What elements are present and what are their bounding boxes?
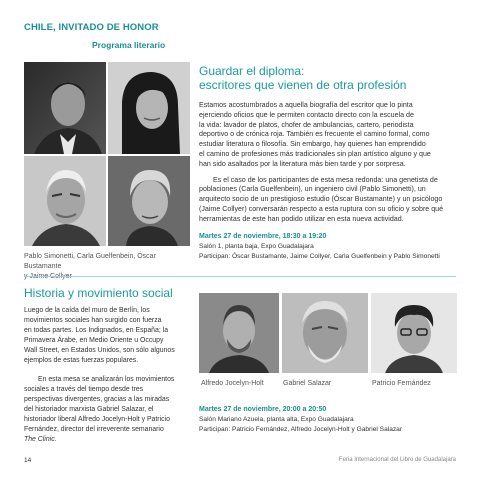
photo-caption-fernandez: Patricio Fernández <box>372 380 431 387</box>
text-line: Estamos acostumbrados a aquella biografía del escritor que lo pinta <box>199 101 413 109</box>
text-line: deportivo o de crónica roja. También es frecuente el camino formal, como <box>199 130 430 139</box>
text-line: historiador liberal Alfredo Jocelyn-Holt y Patricio <box>24 416 170 424</box>
text-line: herramientas de este han podido utilizar en esta nueva actividad. <box>199 214 404 223</box>
event-place: Salón Mariano Azuela, planta alta, Expo Guadalajara <box>199 416 354 423</box>
text-line: sociales a través del tiempo desde tres <box>24 386 144 394</box>
caption-line <box>24 272 190 282</box>
event-date: Martes 27 de noviembre, 18:30 a 19:20 <box>199 233 327 240</box>
photo-caption-salazar: Gabriel Salazar <box>283 380 332 387</box>
event-place: Salón 1, planta baja, Expo Guadalajara <box>199 243 314 250</box>
article-title-historia: Historia y movimiento social <box>24 286 173 300</box>
text-line: Fernández, director del irreverente semanario <box>24 425 164 433</box>
page-number: 14 <box>24 457 32 464</box>
section-header: CHILE, INVITADO DE HONOR <box>24 22 159 33</box>
text-line: la vida: lavador de platos, chofer de ambulancias, cartero, periodista <box>199 120 414 129</box>
section-subheader: Programa literario <box>92 40 166 50</box>
event-date: Martes 27 de noviembre, 20:00 a 20:50 <box>199 406 327 413</box>
title-line: escritores que vienen de otra profesión <box>199 78 407 92</box>
portrait-simonetti-photo <box>24 62 106 154</box>
event-participants: Participan: Óscar Bustamante, Jaime Collyer, Carla Guelfenbein y Pablo Simonetti <box>199 253 440 260</box>
portrait-fernandez-photo <box>371 293 457 373</box>
portrait-guelfenbein-photo <box>108 62 190 154</box>
article-body-diploma <box>199 101 457 225</box>
text-line: The Clinic. <box>24 435 57 443</box>
portrait-bustamante-photo <box>24 156 106 246</box>
text-line: poblaciones (Carla Guelfenbein), un ingeniero civil (Pablo Simonetti), un <box>199 185 426 194</box>
text-line: Primavera Árabe, en Medio Oriente u Occupy <box>24 336 164 344</box>
top-photo-caption <box>24 252 190 282</box>
event-info-diploma <box>199 233 461 262</box>
text-line: Luego de la caída del muro de Berlín, los <box>24 307 150 314</box>
text-line: del historiador marxista Gabriel Salazar, el <box>24 406 154 414</box>
text-line: (Jaime Collyer) conversarán respecto a esta ruptura con su oficio y sobre qué <box>199 204 444 213</box>
publication-name: Feria Internacional del Libro de Guadalajara <box>338 457 456 463</box>
portrait-jocelyn-holt-photo <box>199 293 279 373</box>
article-title-diploma <box>199 64 461 92</box>
photo-caption-jocelyn-holt: Alfredo Jocelyn-Holt <box>201 380 264 387</box>
portrait-salazar-photo <box>282 293 368 373</box>
section-divider <box>24 276 456 277</box>
text-line: Wall Street, en Estados Unidos, son sólo algunos <box>24 346 175 354</box>
event-info-historia <box>199 406 461 435</box>
text-line: ejerciendo oficios que le permiten contacto directo con la escuela de <box>199 110 414 119</box>
event-participants: Participan: Patricio Fernández, Alfredo Jocelyn-Holt y Gabriel Salazar <box>199 426 403 433</box>
text-line: En esta mesa se analizarán los movimientos <box>38 376 175 384</box>
portrait-collyer-photo <box>108 156 190 246</box>
caption-line: Pablo Simonetti, Carla Guelfenbein, Óscar Bustamante <box>24 253 156 270</box>
title-line: Guardar el diploma: <box>199 64 305 78</box>
text-line: han sido asaltados por la literatura más bien tarde y por sorpresa. <box>199 159 406 168</box>
text-line: arquitecto socio de un prestigioso estudio (Óscar Bustamante) y un psicólogo <box>199 195 443 204</box>
text-line: en todas partes. Los Indignados, en España; la <box>24 326 169 334</box>
text-line: el camino de profesiones más tradicionales sin plan artístico alguno y que <box>199 149 431 158</box>
text-line: Es el caso de los participantes de esta mesa redonda: una genetista de <box>213 175 438 184</box>
text-line: perspectivas divergentes, gracias a las miradas <box>24 396 170 404</box>
text-line: estudiar literatura o filosofía. Sin embargo, hay quienes han emprendido <box>199 140 426 149</box>
text-line: movimientos sociales han surgido con fuerza <box>24 316 162 324</box>
article-body-historia <box>24 306 188 445</box>
text-line: ejemplos de estas fuerzas populares. <box>24 356 139 364</box>
